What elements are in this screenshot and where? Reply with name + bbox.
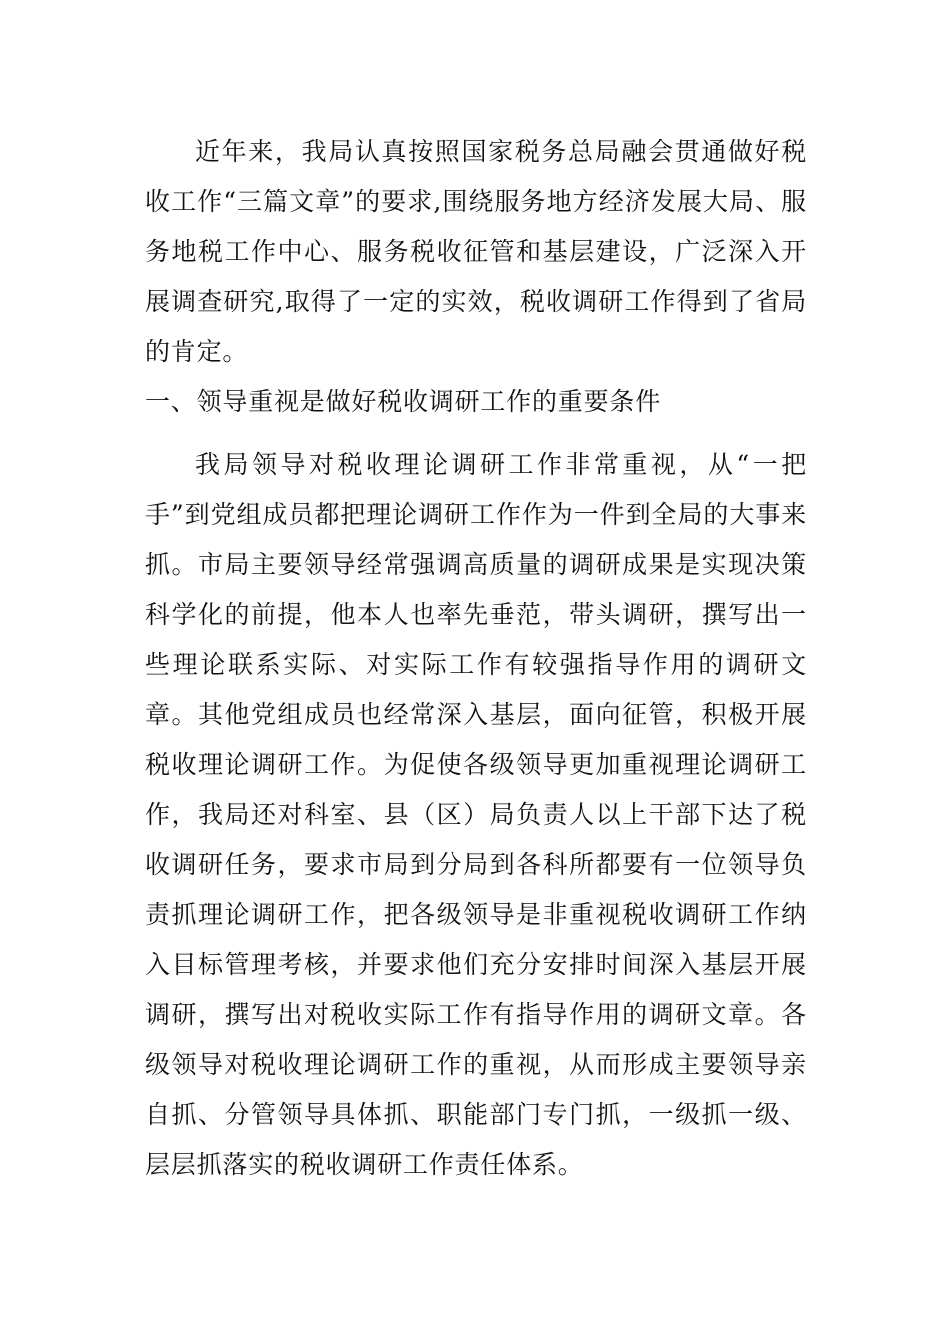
intro-paragraph: 近年来，我局认真按照国家税务总局融会贯通做好税收工作“三篇文章”的要求,围绕服务地方经济发展大局、服务地税工作中心、服务税收征管和基层建设，广泛深入开展调查研究,取得了一定的实效，税收调研工作得到了省局的肯定。 [145, 137, 807, 366]
section-paragraph: 我局领导对税收理论调研工作非常重视，从“一把手”到党组成员都把理论调研工作作为一件到全局的大事来抓。市局主要领导经常强调高质量的调研成果是实现决策科学化的前提，他本人也率先垂范，带头调研，撰写出一些理论联系实际、对实际工作有较强指导作用的调研文章。其他党组成员也经常深入基层，面向征管，积极开展税收理论调研工作。为促使各级领导更加重视理论调研工作，我局还对科室、县（区）局负责人以上干部下达了税收调研任务，要求市局到分局到各科所都要有一位领导负责抓理论调研工作，把各级领导是非重视税收调研工作纳入目标管理考核，并要求他们充分安排时间深入基层开展调研，撰写出对税收实际工作有指导作用的调研文章。各级领导对税收理论调研工作的重视，从而形成主要领导亲自抓、分管领导具体抓、职能部门专门抓，一级抓一级、层层抓落实的税收调研工作责任体系。 [145, 450, 807, 1179]
section-heading: 一、领导重视是做好税收调研工作的重要条件 [145, 387, 662, 416]
document-body [145, 127, 807, 1190]
